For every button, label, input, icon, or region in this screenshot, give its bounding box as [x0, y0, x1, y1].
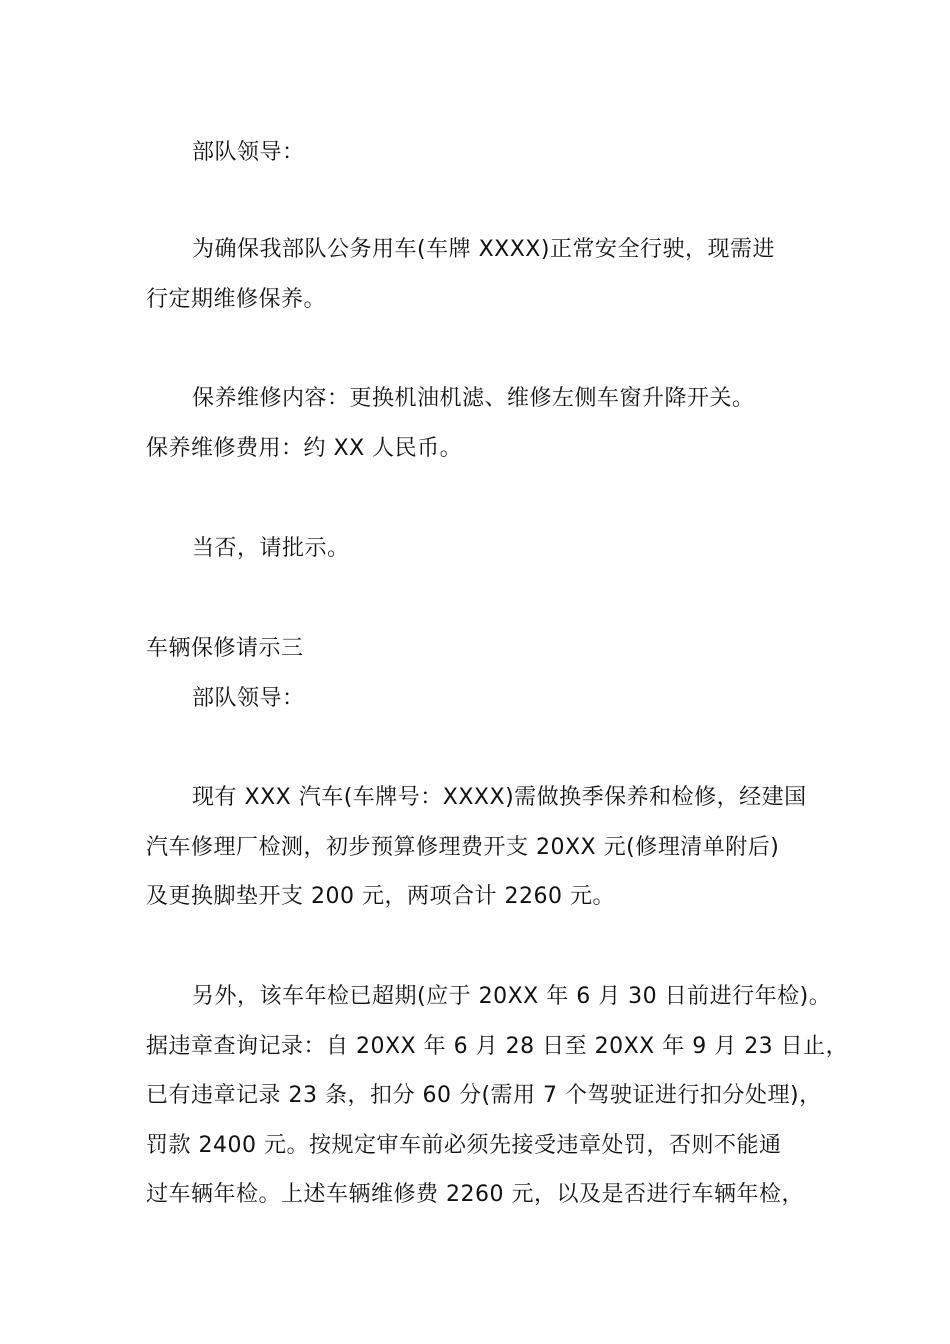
salutation: 部队领导：	[192, 140, 305, 165]
paragraph-line: 据违章查询记录：自 20XX 年 6 月 28 日至 20XX 年 9 月 23 日止，	[146, 1034, 849, 1059]
paragraph-line: 行定期维修保养。	[146, 287, 327, 312]
closing-line: 当否，请批示。	[192, 536, 350, 561]
paragraph-line: 罚款 2400 元。按规定审车前必须先接受违章处罚，否则不能通	[146, 1133, 782, 1158]
section-heading: 车辆保修请示三	[146, 636, 304, 661]
paragraph-line: 保养维修费用：约 XX 人民币。	[146, 436, 463, 461]
paragraph-line: 汽车修理厂检测，初步预算修理费开支 20XX 元(修理清单附后)	[146, 835, 780, 860]
paragraph-line: 现有 XXX 汽车(车牌号：XXXX)需做换季保养和检修，经建国	[192, 785, 807, 810]
paragraph-line: 过车辆年检。上述车辆维修费 2260 元，以及是否进行车辆年检，	[146, 1182, 804, 1207]
paragraph-line: 另外，该车年检已超期(应于 20XX 年 6 月 30 日前进行年检)。	[192, 984, 832, 1009]
paragraph-line: 保养维修内容：更换机油机滤、维修左侧车窗升降开关。	[192, 386, 755, 411]
paragraph-line: 已有违章记录 23 条，扣分 60 分(需用 7 个驾驶证进行扣分处理)，	[146, 1083, 822, 1108]
paragraph-line: 及更换脚垫开支 200 元，两项合计 2260 元。	[146, 884, 615, 909]
paragraph-line: 为确保我部队公务用车(车牌 XXXX)正常安全行驶，现需进	[192, 237, 775, 262]
salutation: 部队领导：	[192, 686, 305, 711]
